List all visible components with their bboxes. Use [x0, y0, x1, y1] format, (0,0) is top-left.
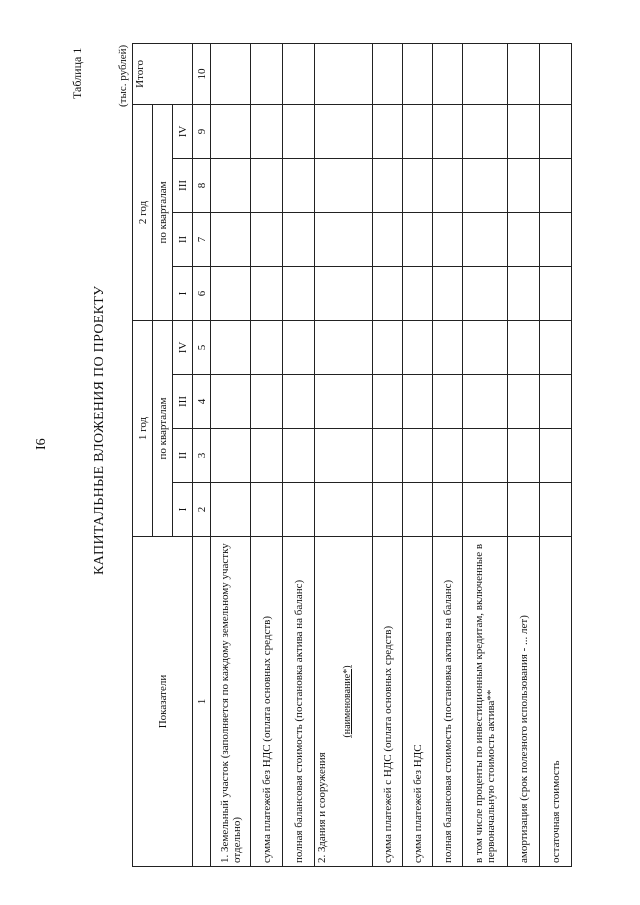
row-label: сумма платежей без НДС — [403, 537, 433, 867]
table-row — [315, 43, 373, 866]
column-number: 1 — [193, 537, 211, 867]
column-number: 10 — [193, 43, 211, 104]
capital-investments-table — [132, 43, 572, 867]
row-label: остаточная стоимость — [540, 537, 572, 867]
table-row — [283, 43, 315, 866]
table-row — [540, 43, 572, 866]
quarter-header: IV — [173, 104, 193, 158]
year2-by-quarters: по кварталам — [153, 104, 173, 320]
row-label: амортизация (срок полезного использования - ... лет) — [508, 537, 540, 867]
quarter-header: III — [173, 375, 193, 429]
year1-header: 1 год — [133, 320, 153, 536]
row-label: 1. Земельный участок (заполняется по каждому земельному участку отдельно) — [211, 537, 251, 867]
table-row — [373, 43, 403, 866]
row-label: в том числе проценты по инвестиционным кредитам, включенные в первоначальную стоимость актива** — [463, 537, 508, 867]
table-row — [508, 43, 540, 866]
row-label: полная балансовая стоимость (постановка актива на баланс) — [283, 537, 315, 867]
column-number: 3 — [193, 429, 211, 483]
indicators-header: Показатели — [133, 537, 193, 867]
row-label: полная балансовая стоимость (постановка актива на баланс) — [433, 537, 463, 867]
table-row — [251, 43, 283, 866]
quarter-header: I — [173, 483, 193, 537]
total-header: Итого — [133, 43, 193, 104]
column-number: 7 — [193, 212, 211, 266]
quarter-header: II — [173, 212, 193, 266]
row-label-cell — [315, 537, 373, 867]
table-row — [211, 43, 251, 866]
quarter-header: IV — [173, 320, 193, 374]
table-row — [433, 43, 463, 866]
naming-note: (наименование*) — [342, 665, 353, 738]
column-number: 8 — [193, 158, 211, 212]
column-number: 5 — [193, 320, 211, 374]
row-label: сумма платежей с НДС (оплата основных средств) — [373, 537, 403, 867]
column-number: 6 — [193, 266, 211, 320]
column-number: 4 — [193, 375, 211, 429]
table-title: КАПИТАЛЬНЫЕ ВЛОЖЕНИЯ ПО ПРОЕКТУ — [92, 285, 107, 575]
table-row — [463, 43, 508, 866]
page-number: I6 — [34, 438, 49, 450]
column-number: 2 — [193, 483, 211, 537]
year1-by-quarters: по кварталам — [153, 320, 173, 536]
quarter-header: III — [173, 158, 193, 212]
row-label: сумма платежей без НДС (оплата основных средств) — [251, 537, 283, 867]
quarter-header: I — [173, 266, 193, 320]
units-label: (тыс. рублей) — [117, 44, 129, 107]
row-label: 2. Здания и сооружения — [316, 752, 328, 863]
column-number: 9 — [193, 104, 211, 158]
table-number: Таблица 1 — [70, 47, 84, 99]
quarter-header: II — [173, 429, 193, 483]
year2-header: 2 год — [133, 104, 153, 320]
table-row — [403, 43, 433, 866]
